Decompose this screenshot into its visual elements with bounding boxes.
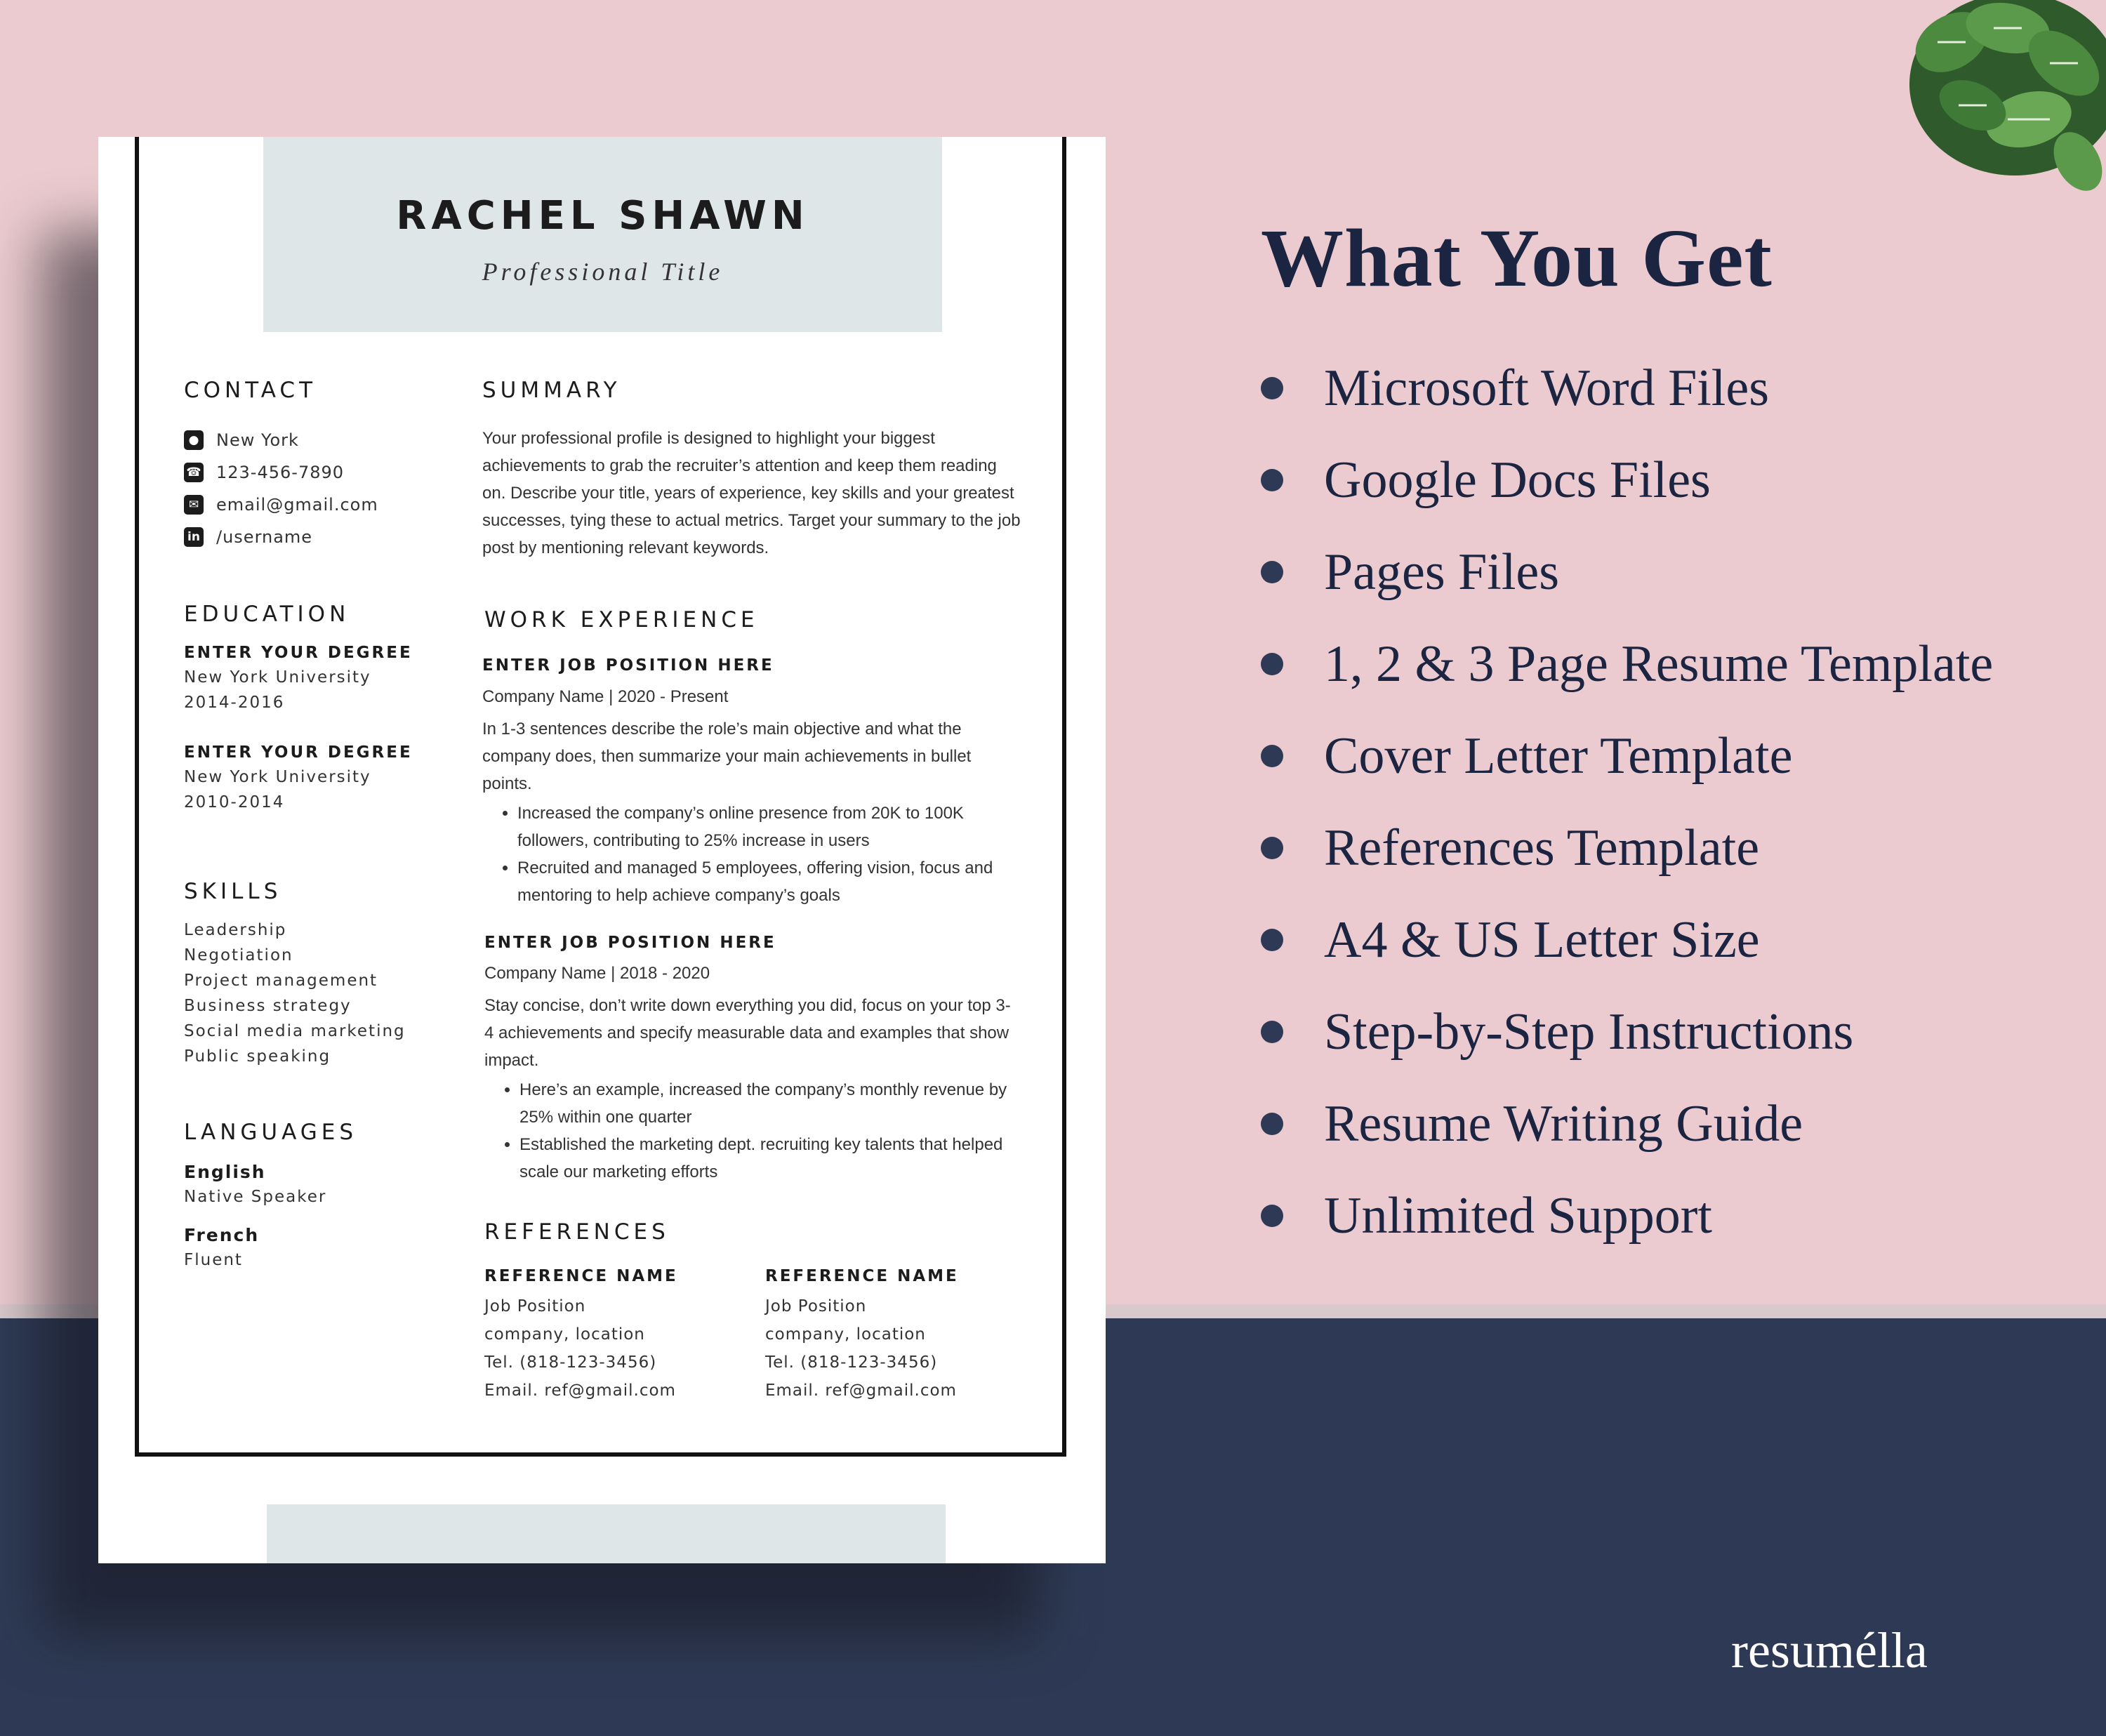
languages-heading: LANGUAGES [184, 1120, 358, 1145]
feature-text: Unlimited Support [1324, 1186, 1712, 1245]
education-degree: ENTER YOUR DEGREE [184, 743, 413, 762]
education-years: 2010-2014 [184, 793, 285, 811]
resume-professional-title: Professional Title [482, 258, 724, 286]
bullet-icon [1261, 1113, 1283, 1135]
bullet-icon [1261, 561, 1283, 583]
resume-name: RACHEL SHAWN [396, 193, 809, 239]
contact-heading: CONTACT [184, 378, 317, 403]
feature-item [1261, 445, 1711, 515]
education-years: 2014-2016 [184, 694, 285, 712]
location-icon: ● [184, 430, 204, 450]
job-position: ENTER JOB POSITION HERE [482, 656, 774, 675]
skill-item: Social media marketing [184, 1022, 406, 1040]
contact-linkedin [184, 523, 312, 551]
bullet-icon [1261, 1021, 1283, 1043]
promo-heading: What You Get [1261, 212, 1773, 304]
contact-linkedin-text: /username [216, 527, 313, 547]
language-name: English [184, 1162, 266, 1182]
education-heading: EDUCATION [184, 602, 350, 627]
skill-item: Leadership [184, 921, 287, 939]
bullet-icon [1261, 469, 1283, 491]
job-bullets [482, 800, 1016, 909]
phone-icon: ☎ [184, 463, 204, 482]
feature-text: Microsoft Word Files [1324, 359, 1769, 417]
email-icon: ✉ [184, 495, 204, 515]
skill-item: Negotiation [184, 946, 293, 965]
summary-text: Your professional profile is designed to highlight your biggest achievements to grab the recruiter’s attention and keep them reading on. Describe your title, years of experience, key skills and your greatest successes, tying these to actual metrics. Target your summary to the job post by mentioning relevant keywords. [482, 429, 1021, 557]
reference-position: Job Position [484, 1297, 586, 1316]
job-bullet: • Increased the company’s online presence from 20K to 100K followers, contributing to 25% increase in users [517, 800, 1016, 854]
reference-email: Email. ref@gmail.com [765, 1381, 957, 1400]
bullet-icon [1261, 745, 1283, 767]
bullet-icon [1261, 653, 1283, 675]
feature-item [1261, 721, 1792, 791]
feature-text: Cover Letter Template [1324, 727, 1793, 785]
job-bullet: • Established the marketing dept. recruiting key talents that helped scale our marketing efforts [519, 1131, 1018, 1186]
job-description: In 1-3 sentences describe the role’s main objective and what the company does, then summarize your main achievements in bullet points. [482, 720, 972, 793]
education-school: New York University [184, 768, 371, 786]
reference-name: REFERENCE NAME [765, 1267, 959, 1285]
job-bullet: • Recruited and managed 5 employees, offering vision, focus and mentoring to help achieve company’s goals [517, 854, 1016, 909]
reference-email: Email. ref@gmail.com [484, 1381, 676, 1400]
reference-location: company, location [484, 1325, 645, 1344]
feature-text: Google Docs Files [1324, 451, 1711, 509]
feature-item [1261, 905, 1760, 975]
language-name: French [184, 1225, 260, 1245]
bullet-icon [1261, 929, 1283, 951]
contact-phone [184, 458, 344, 486]
resume-paper [98, 137, 1106, 1563]
feature-item [1261, 629, 1993, 699]
feature-item [1261, 813, 1759, 883]
feature-item [1261, 537, 1559, 607]
skill-item: Business strategy [184, 997, 352, 1015]
reference-details [484, 1292, 676, 1405]
references-heading: REFERENCES [484, 1219, 670, 1245]
skill-item: Project management [184, 972, 378, 990]
contact-location [184, 426, 299, 454]
brand-logo: resumélla [1731, 1622, 1928, 1678]
reference-location: company, location [765, 1325, 926, 1344]
feature-text: Pages Files [1324, 543, 1560, 601]
plant-decoration [1853, 0, 2106, 253]
bullet-icon [1261, 1205, 1283, 1227]
bullet-icon [1261, 377, 1283, 399]
feature-item [1261, 1181, 1712, 1251]
page-two-header-preview [267, 1504, 946, 1563]
feature-text: References Template [1324, 819, 1760, 877]
skill-item: Public speaking [184, 1047, 331, 1066]
reference-position: Job Position [765, 1297, 867, 1316]
resume-header [263, 137, 942, 332]
language-level: Fluent [184, 1251, 243, 1269]
contact-location-text: New York [216, 430, 299, 450]
summary-heading: SUMMARY [482, 378, 621, 403]
job-company: Company Name | 2020 - Present [482, 687, 729, 706]
work-experience-heading: WORK EXPERIENCE [484, 607, 759, 632]
reference-name: REFERENCE NAME [484, 1267, 678, 1285]
feature-item [1261, 353, 1769, 423]
job-bullets [484, 1076, 1018, 1186]
feature-item [1261, 1089, 1803, 1159]
job-bullet: • Here’s an example, increased the company’s monthly revenue by 25% within one quarter [519, 1076, 1018, 1131]
bullet-icon [1261, 837, 1283, 859]
skills-heading: SKILLS [184, 879, 282, 904]
job-position: ENTER JOB POSITION HERE [484, 934, 776, 952]
reference-details [765, 1292, 957, 1405]
contact-phone-text: 123-456-7890 [216, 463, 345, 482]
contact-email [184, 491, 378, 519]
language-level: Native Speaker [184, 1188, 327, 1206]
contact-email-text: email@gmail.com [216, 495, 378, 515]
linkedin-icon: in [184, 527, 204, 547]
feature-text: A4 & US Letter Size [1324, 910, 1760, 969]
education-school: New York University [184, 668, 371, 687]
job-company: Company Name | 2018 - 2020 [484, 964, 710, 983]
feature-item [1261, 997, 1853, 1067]
reference-phone: Tel. (818-123-3456) [484, 1353, 657, 1372]
feature-text: Step-by-Step Instructions [1324, 1002, 1854, 1061]
feature-text: Resume Writing Guide [1324, 1094, 1803, 1153]
education-degree: ENTER YOUR DEGREE [184, 644, 413, 662]
reference-phone: Tel. (818-123-3456) [765, 1353, 938, 1372]
job-description: Stay concise, don’t write down everything you did, focus on your top 3-4 achievements and specify measurable data and examples that show impact. [484, 996, 1011, 1070]
feature-text: 1, 2 & 3 Page Resume Template [1324, 635, 1994, 693]
